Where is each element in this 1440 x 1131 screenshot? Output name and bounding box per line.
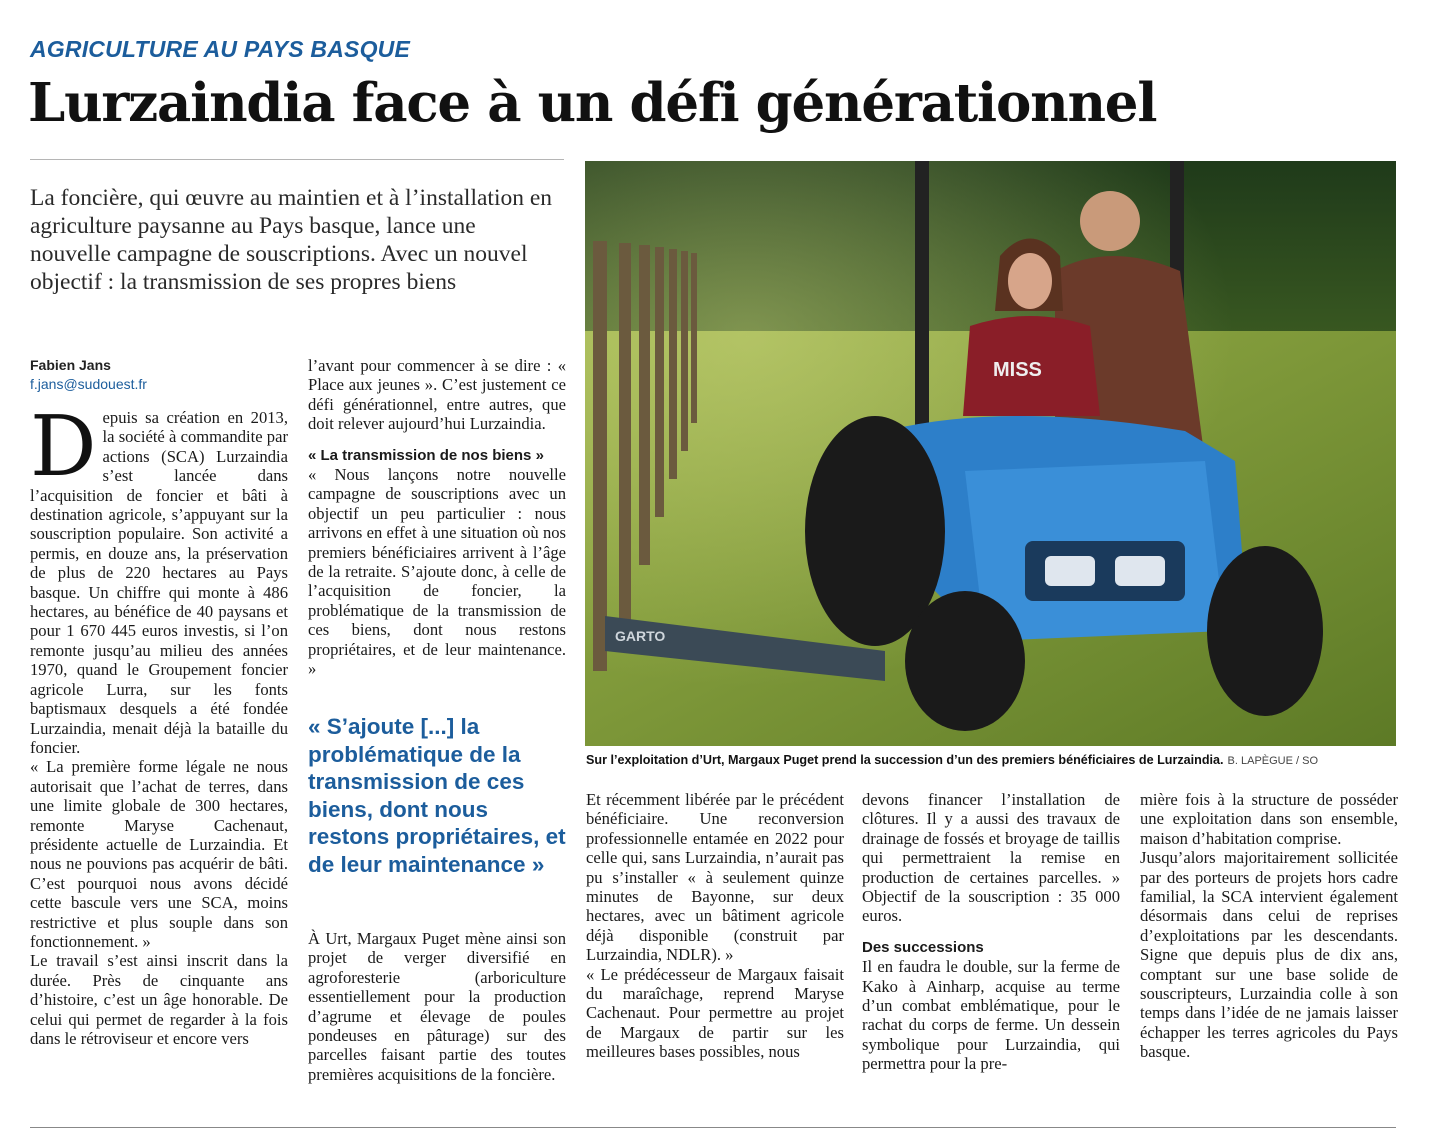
article-column-5	[1140, 790, 1398, 1062]
paragraph: Depuis sa création en 2013, la société à commandite par actions (SCA) Lurzaindia s’est lancée dans l’acquisition de foncier et bâti à destination agricole, s’appuyant sur la souscription populaire. Son activité a permis, en douze ans, la préservation de plus de 220 hectares au Pays basque. Un chiffre qui monte à 486 hectares, au bénéfice de 40 paysans et pour 1 670 445 euros investis, si l’on remonte jusqu’au milieu des années 1970, quand le Groupement foncier agricole Lurra, sur les fonts baptismaux desquels a été fondée Lurzaindia, menait déjà la bataille du foncier.	[30, 398, 288, 757]
article-column-3	[586, 790, 844, 1062]
mower-brand: GARTO	[615, 628, 666, 644]
paragraph: À Urt, Margaux Puget mène ainsi son projet de verger diversifié en agroforesterie (arboriculture essentiellement pour la production d’agrume et élevage de poules pondeuses en pâturage) sur des parcelles faisant partie des toutes premières acquisitions de la foncière.	[308, 929, 566, 1084]
paragraph: Et récemment libérée par le précédent bénéficiaire. Une reconversion professionnelle entamée en 2022 pour celle qui, sans Lurzaindia, n’aurait pas pu s’installer « à seulement quinze minutes de Bayonne, sur deux hectares, avec un bâtiment agricole déjà disponible (construit par Lurzaindia, NDLR). »	[586, 790, 844, 965]
article-column-2-continued	[308, 929, 566, 1084]
paragraph: « Le prédécesseur de Margaux faisait du maraîchage, reprend Maryse Cachenaut. Pour permettre au projet de Margaux de partir sur les meilleures bases possibles, nous	[586, 964, 844, 1062]
paragraph: « Nous lançons notre nouvelle campagne de souscriptions avec un objectif un peu particulier : nous arrivons en effet à une situation où nos premiers bénéficiaires arrivent à l’âge de la retraite. S’ajoute donc, à celle de l’acquisition de foncier, la problématique de la transmission de ces biens, dont nous restons propriétaires, et de leur maintenance. »	[308, 465, 566, 679]
paragraph: « La première forme légale ne nous autorisait que l’achat de terres, dans une limite globale de 300 hectares, remonte Maryse Cachenaut, présidente actuelle de Lurzaindia. Et nous ne pouvions pas acquérir de bâti. C’est pourquoi nous avons décidé cette bascule vers une SCA, moins restrictive et plus souple dans son fonctionnement. »	[30, 757, 288, 951]
drop-cap: D	[30, 398, 97, 495]
subheading: « La transmission de nos biens »	[308, 446, 544, 464]
tractor-photo-illustration	[585, 161, 1396, 746]
paragraph: mière fois à la structure de posséder une exploitation dans son ensemble, maison d’habitation comprise.	[1140, 790, 1398, 848]
article-headline: Lurzaindia face à un défi générationnel	[28, 72, 1157, 134]
pull-quote: « S’ajoute [...] la problématique de la transmission de ces biens, dont nous restons propriétaires, et de leur maintenance »	[308, 714, 566, 877]
paragraph: Jusqu’alors majoritairement sollicitée par des porteurs de projets hors cadre familial, la SCA intervient également désormais dans celui de reprises d’exploitations par les descendants. Signe que depuis plus de dix ans, comptant sur une base solide de souscripteurs, Lurzaindia colle à son temps dans l’idée de ne jamais laisser échapper les terres agricoles du Pays basque.	[1140, 848, 1398, 1062]
article-column-2	[308, 356, 566, 679]
article-column-1	[30, 356, 288, 1048]
paragraph: Le travail s’est ainsi inscrit dans la durée. Près de cinquante ans d’histoire, c’est un âge honorable. De celui qui permet de regarder à la fois dans le rétroviseur et encore vers	[30, 951, 288, 1048]
tshirt-print: MISS	[993, 359, 1042, 381]
article-column-4	[862, 790, 1120, 1074]
paragraph: Il en faudra le double, sur la ferme de Kako à Ainharp, acquise au terme d’un combat emblématique, pour le rachat du corps de ferme. Un dessein symbolique pour Lurzaindia, qui permettra pour la pre-	[862, 957, 1120, 1074]
caption-text: Sur l’exploitation d’Urt, Margaux Puget prend la succession d’un des premiers bénéficiaires de Lurzaindia.	[586, 753, 1224, 767]
paragraph: l’avant pour commencer à se dire : « Place aux jeunes ». C’est justement ce défi générationnel, entre autres, que doit relever aujourd’hui Lurzaindia.	[308, 356, 566, 434]
photo-caption	[586, 752, 1396, 769]
footer-rule	[30, 1127, 1396, 1128]
photo-credit: B. LAPÈGUE / SO	[1227, 755, 1319, 767]
author-email[interactable]: f.jans@sudouest.fr	[30, 376, 147, 392]
article-standfirst: La foncière, qui œuvre au maintien et à l’installation en agriculture paysanne au Pays basque, lance une nouvelle campagne de souscriptions. Avec un nouvel objectif : la transmission de ses propres biens	[30, 185, 553, 295]
subheading: Des successions	[862, 938, 984, 956]
author-name: Fabien Jans	[30, 357, 111, 373]
article-photo	[585, 161, 1396, 746]
header-rule	[30, 159, 564, 160]
paragraph: devons financer l’installation de clôtures. Il y a aussi des travaux de drainage de fossés et broyage de taillis qui permettraient la remise en production de certaines parcelles. » Objectif de la souscription : 35 000 euros.	[862, 790, 1120, 926]
section-kicker: AGRICULTURE AU PAYS BASQUE	[30, 36, 411, 62]
